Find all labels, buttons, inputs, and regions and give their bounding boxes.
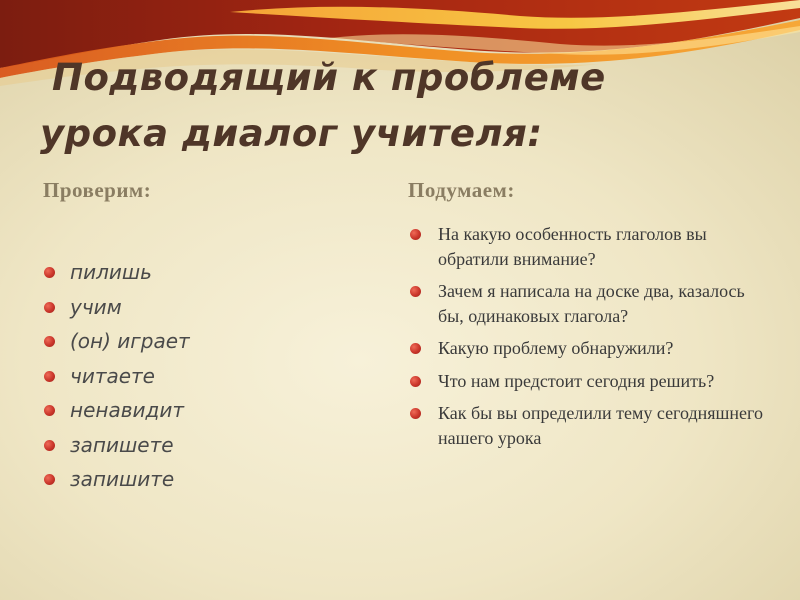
verb-list: [44, 255, 374, 497]
list-item: [44, 290, 374, 325]
round-bullet-icon: [410, 376, 421, 387]
round-bullet-icon: [44, 302, 55, 313]
verb-text: запишете: [70, 432, 174, 457]
round-bullet-icon: [44, 440, 55, 451]
verb-text: ненавидит: [70, 398, 184, 422]
round-bullet-icon: [44, 336, 55, 347]
list-item: [410, 222, 770, 271]
question-text: Зачем я написала на доске два, казалось бы, одинаковых глагола?: [438, 281, 745, 326]
round-bullet-icon: [410, 408, 421, 419]
verb-text: учим: [70, 294, 122, 319]
list-item: [44, 428, 374, 463]
list-item: [410, 401, 770, 450]
verb-text: запишите: [70, 467, 175, 491]
list-item: [410, 279, 770, 328]
verb-text: пилишь: [70, 260, 152, 284]
round-bullet-icon: [410, 343, 421, 354]
round-bullet-icon: [44, 371, 55, 382]
list-item: [44, 359, 374, 394]
round-bullet-icon: [44, 267, 55, 278]
question-list: [410, 222, 770, 458]
left-column-heading: Проверим:: [43, 178, 152, 202]
list-item: [410, 336, 770, 361]
round-bullet-icon: [410, 229, 421, 240]
list-item: [44, 324, 374, 359]
list-item: [410, 369, 770, 394]
verb-text: читаете: [70, 363, 155, 388]
title-line-1: Подводящий к проблеме: [52, 56, 606, 99]
question-text: Какую проблему обнаружили?: [438, 338, 674, 358]
verb-text: (он) играет: [70, 329, 190, 353]
question-text: Что нам предстоит сегодня решить?: [438, 370, 715, 391]
round-bullet-icon: [44, 474, 55, 485]
list-item: [44, 393, 374, 428]
question-text: На какую особенность глаголов вы обратили внимание?: [438, 224, 707, 269]
round-bullet-icon: [410, 286, 421, 297]
right-column-heading: Подумаем:: [408, 178, 515, 202]
list-item: [44, 255, 374, 290]
title-line-2: урока диалог учителя:: [40, 112, 543, 155]
slide-title: [40, 50, 760, 162]
question-text: Как бы вы определили тему сегодняшнего нашего урока: [438, 403, 763, 448]
round-bullet-icon: [44, 405, 55, 416]
list-item: [44, 462, 374, 497]
